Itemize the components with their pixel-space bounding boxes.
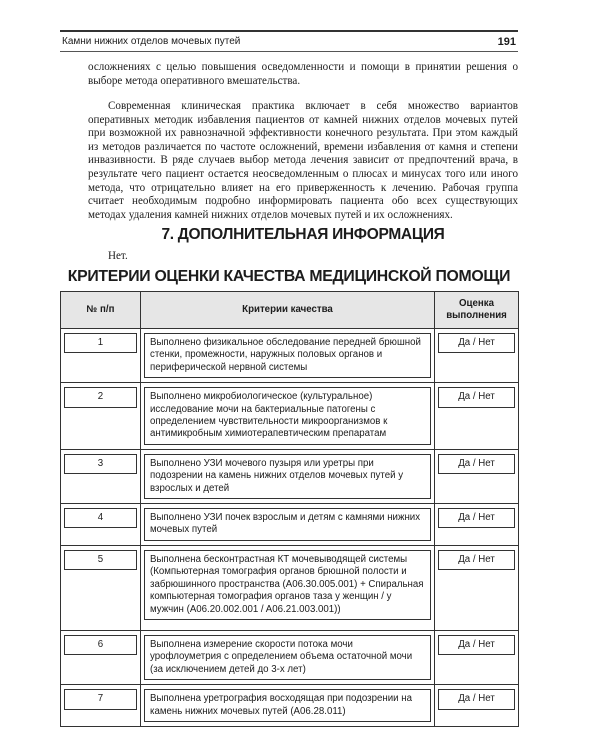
table-header-row [61, 292, 519, 329]
row-evaluation: Да / Нет [438, 508, 515, 528]
quality-criteria-table [60, 291, 519, 727]
table-row [61, 545, 519, 630]
row-number: 7 [64, 689, 137, 709]
section-text: Нет. [108, 250, 128, 262]
row-evaluation: Да / Нет [438, 635, 515, 655]
row-evaluation: Да / Нет [438, 689, 515, 709]
row-criterion: Выполнена уретрография восходящая при подозрении на камень нижних мочевых путей (A06.28.011) [144, 689, 431, 722]
header-criteria: Критерии качества [141, 292, 435, 329]
running-title: Камни нижних отделов мочевых путей [62, 36, 241, 47]
table-row [61, 630, 519, 684]
row-number: 2 [64, 387, 137, 407]
row-number: 5 [64, 550, 137, 570]
row-number: 3 [64, 454, 137, 474]
header-number: № п/п [61, 292, 141, 329]
row-evaluation: Да / Нет [438, 333, 515, 353]
row-criterion: Выполнено УЗИ мочевого пузыря или уретры при подозрении на камень нижних отделов мочевых путей у взрослых и детей [144, 454, 431, 499]
table-row [61, 504, 519, 546]
row-criterion: Выполнено микробиологическое (культуральное) исследование мочи на бактериальные патогены с определением чувствительности микроорганизмов к антимикробным химиотерапевтическим препаратам [144, 387, 431, 445]
row-criterion: Выполнена бесконтрастная КТ мочевыводящей системы (Компьютерная томография органов брюшной полости и забрюшинного пространства (A06.30.005.001) + Спиральная компьютерная томография органов таза у женщин / у мужчин (A06.20.002.001 / A06.21.003.001)) [144, 550, 431, 620]
row-number: 4 [64, 508, 137, 528]
section-title: 7. ДОПОЛНИТЕЛЬНАЯ ИНФОРМАЦИЯ [161, 226, 445, 243]
row-evaluation: Да / Нет [438, 454, 515, 474]
row-number: 6 [64, 635, 137, 655]
table-row [61, 383, 519, 450]
row-criterion: Выполнено физикальное обследование передней брюшной стенки, промежности, наружных половых органов и периферической нервной системы [144, 333, 431, 378]
page-number: 191 [497, 35, 516, 48]
paragraph-1: осложнениях с целью повышения осведомленности и помощи в принятии решения о выборе метода оперативного вмешательства. [88, 61, 518, 87]
row-evaluation: Да / Нет [438, 550, 515, 570]
row-criterion: Выполнена измерение скорости потока мочи урофлоуметрия с определением объема остаточной мочи (за исключением детей до 3-х лет) [144, 635, 431, 680]
row-number: 1 [64, 333, 137, 353]
row-criterion: Выполнено УЗИ почек взрослым и детям с камнями нижних мочевых путей [144, 508, 431, 541]
running-header [60, 30, 518, 52]
table-row [61, 449, 519, 503]
table-row [61, 329, 519, 383]
table-title: КРИТЕРИИ ОЦЕНКИ КАЧЕСТВА МЕДИЦИНСКОЙ ПОМОЩИ [67, 268, 511, 285]
header-evaluation: Оценка выполнения [435, 292, 519, 329]
row-evaluation: Да / Нет [438, 387, 515, 407]
table-row [61, 685, 519, 727]
paragraph-2: Современная клиническая практика включает в себя множество вариантов оперативных методик избавления пациентов от камней нижних отделов мочевых путей при возможной их равнозначной эффективности конечного результата. При этом каждый из методов различается по частоте осложнений, времени избавления от камня и степени инвазивности. В ряде случаев выбор метода лечения зависит от предпочтений врача, в результате чего пациент остается неосведомленным о плюсах и минусах того или иного метода, что отрицательно влияет на его приверженность к лечению. Рабочая группа считает необходимым подробно информировать пациента обо всех существующих методах удаления камней нижних отделов мочевых путей и их осложнениях. [88, 100, 518, 221]
